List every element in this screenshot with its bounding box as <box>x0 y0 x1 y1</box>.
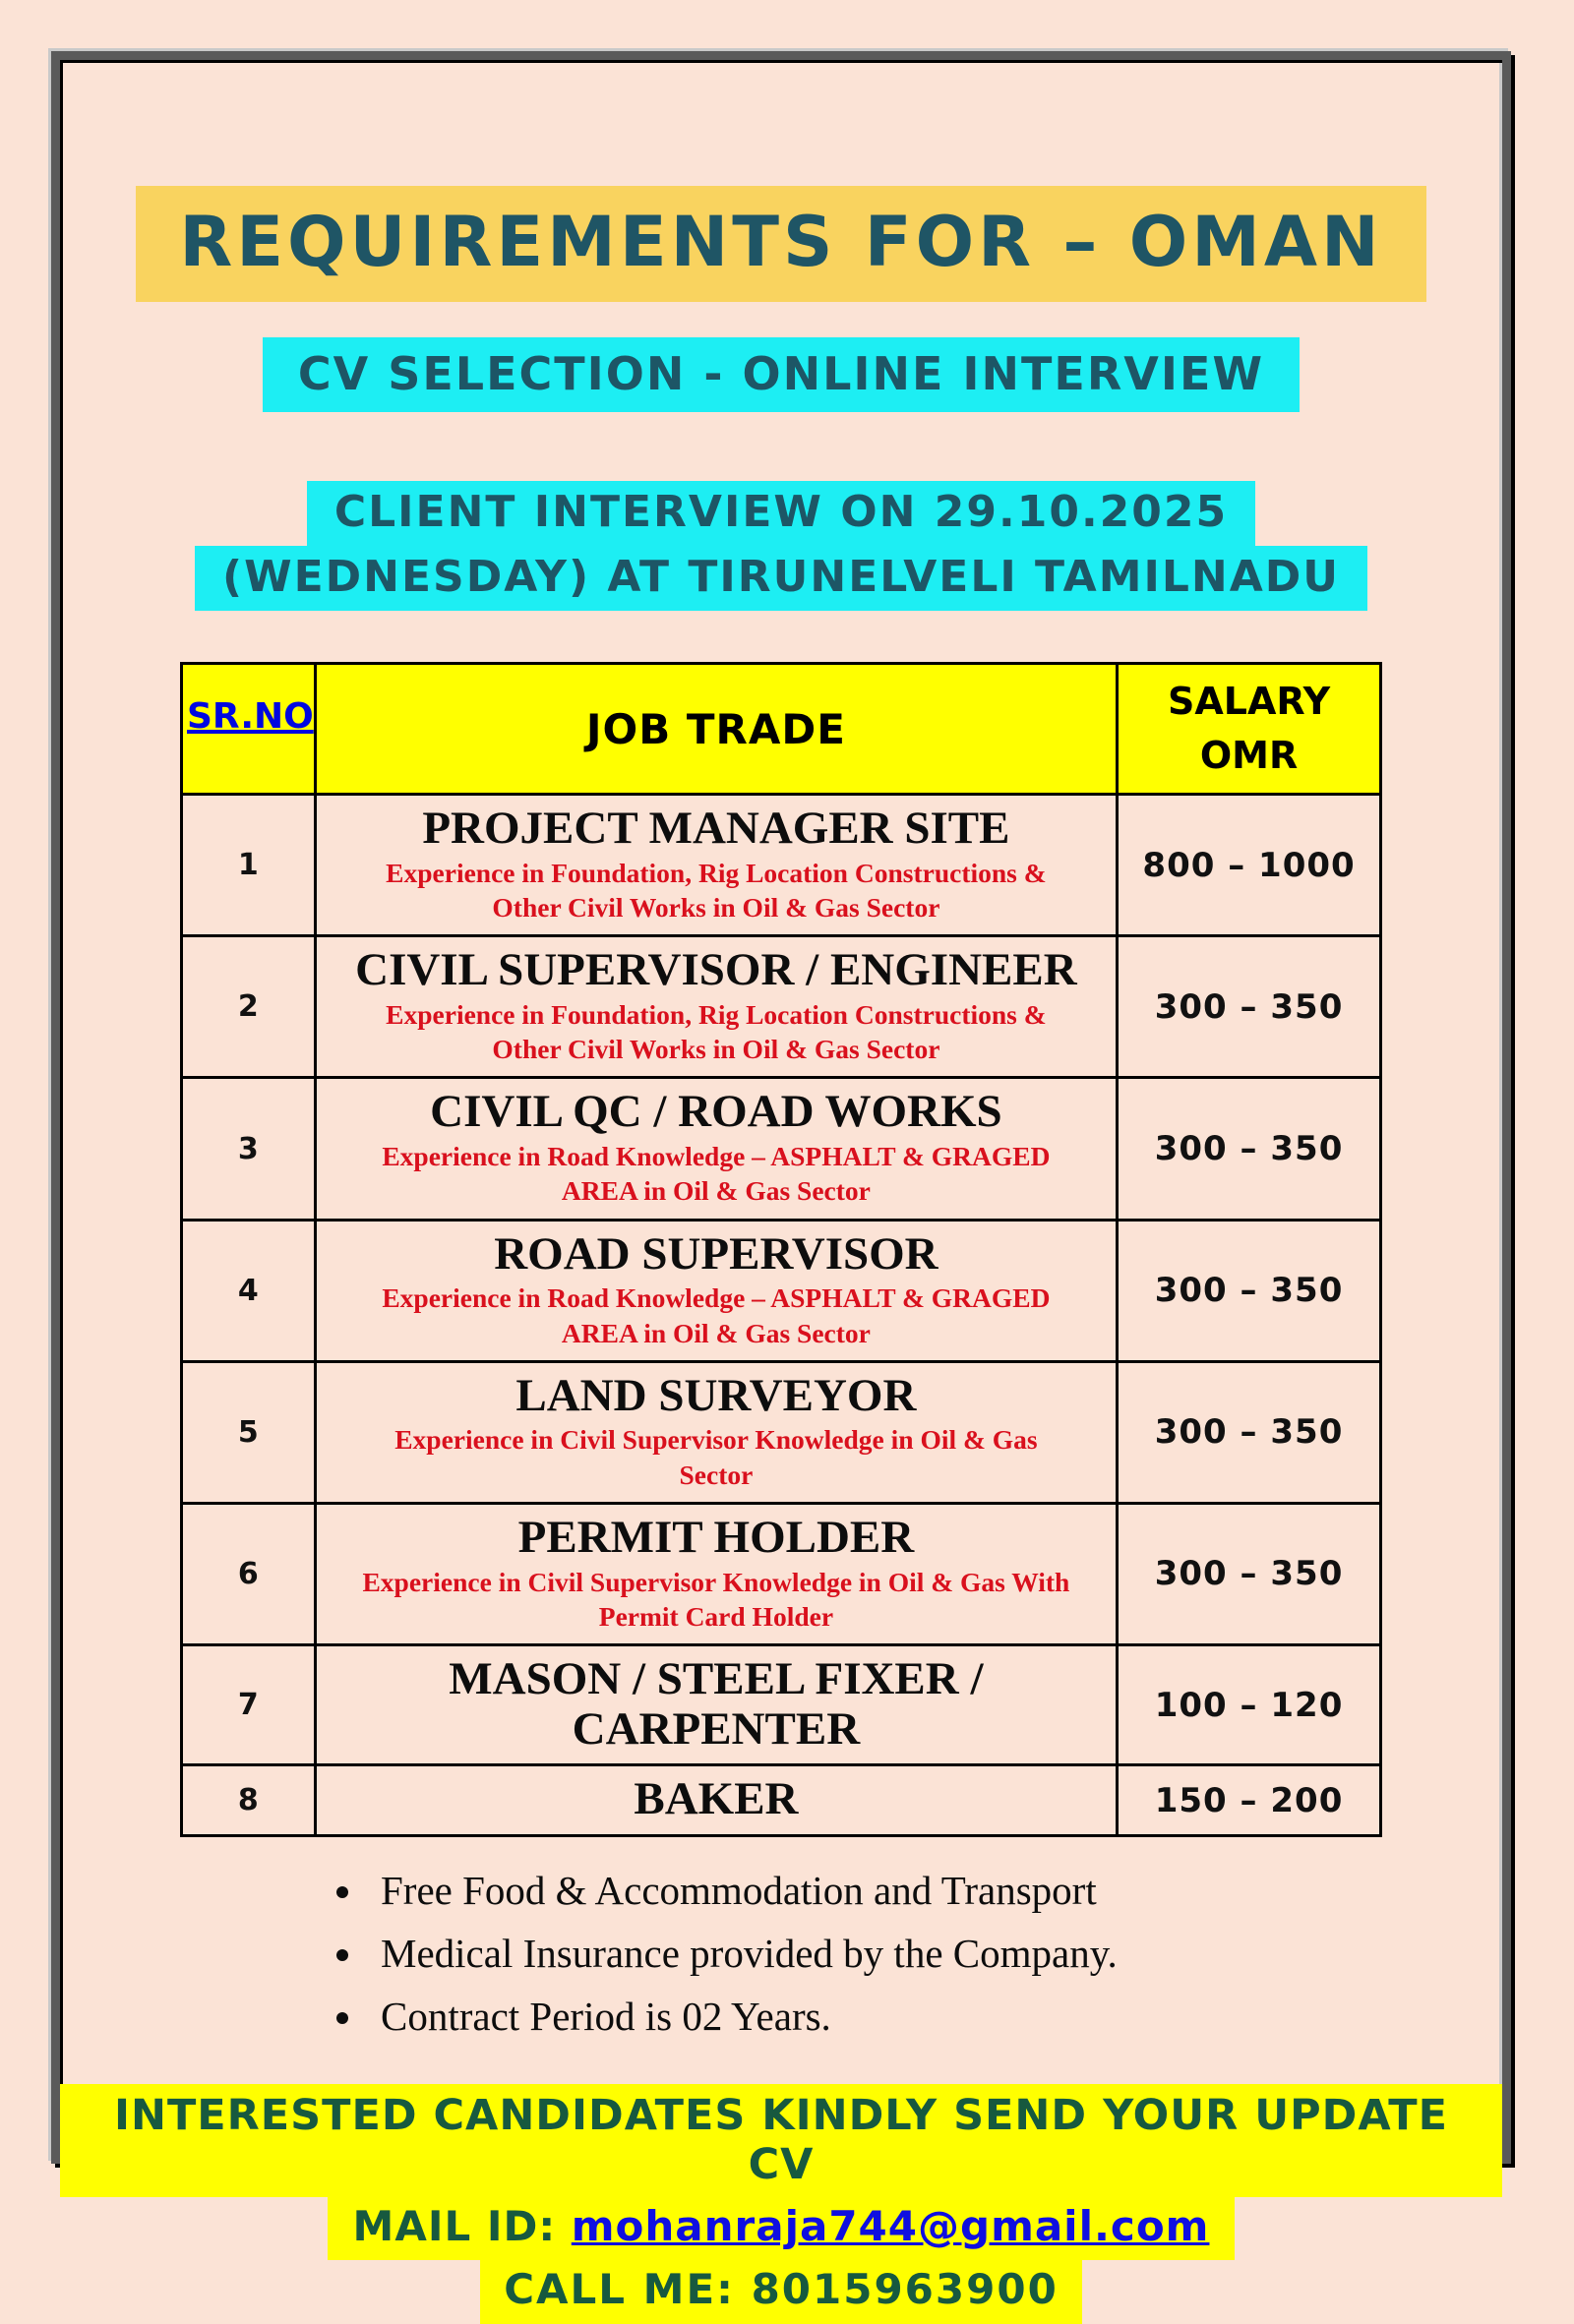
row-srno: 4 <box>182 1220 316 1361</box>
row-srno: 5 <box>182 1361 316 1503</box>
mail-row <box>60 2197 1502 2260</box>
poster-frame <box>51 51 1511 2314</box>
row-jobtrade <box>315 795 1117 936</box>
row-jobtrade <box>315 936 1117 1078</box>
row-jobtrade <box>315 1361 1117 1503</box>
row-salary: 800 – 1000 <box>1118 795 1381 936</box>
job-desc: Experience in Road Knowledge – ASPHALT & GRAGED AREA in Oil & Gas Sector <box>382 1141 1051 1207</box>
job-title: PERMIT HOLDER <box>517 1511 915 1563</box>
benefit-item: • Free Food & Accommodation and Transport <box>367 1871 1502 1911</box>
job-title: ROAD SUPERVISOR <box>494 1227 938 1280</box>
table-row <box>182 1644 1381 1765</box>
poster-subtitle: CV SELECTION - ONLINE INTERVIEW <box>263 337 1300 412</box>
row-srno: 2 <box>182 936 316 1078</box>
header-cell-salary <box>1118 664 1381 795</box>
jobs-table-header <box>182 664 1381 795</box>
job-desc: Experience in Foundation, Rig Location Constructions & Other Civil Works in Oil & Gas Sector <box>386 999 1047 1065</box>
title-row <box>60 186 1502 302</box>
header-cell-srno <box>182 664 316 795</box>
row-salary: 300 – 350 <box>1118 1361 1381 1503</box>
table-row <box>182 1765 1381 1836</box>
job-desc: Experience in Road Knowledge – ASPHALT & GRAGED AREA in Oil & Gas Sector <box>382 1282 1051 1348</box>
cta-text: INTERESTED CANDIDATES KINDLY SEND YOUR UPDATE CV <box>60 2084 1502 2197</box>
row-srno: 7 <box>182 1644 316 1765</box>
table-row <box>182 936 1381 1078</box>
benefit-item: • Medical Insurance provided by the Company. <box>367 1934 1502 1974</box>
srno-header-label: SR.NO <box>187 695 314 737</box>
row-jobtrade <box>315 1220 1117 1361</box>
footer-contact <box>60 2084 1502 2323</box>
table-row <box>182 1361 1381 1503</box>
row-salary: 300 – 350 <box>1118 936 1381 1078</box>
row-jobtrade <box>315 1503 1117 1644</box>
cta-row <box>60 2084 1502 2197</box>
job-title: LAND SURVEYOR <box>515 1369 917 1421</box>
table-row <box>182 1503 1381 1644</box>
row-jobtrade <box>315 1765 1117 1836</box>
mail-label: MAIL ID: <box>352 2202 557 2251</box>
row-srno: 3 <box>182 1078 316 1220</box>
row-jobtrade <box>315 1078 1117 1220</box>
job-title: CIVIL QC / ROAD WORKS <box>430 1086 1002 1138</box>
table-row <box>182 1078 1381 1220</box>
interview-line-1-row <box>60 481 1502 546</box>
jobs-table <box>180 662 1382 1837</box>
benefit-item: • Contract Period is 02 Years. <box>367 1996 1502 2037</box>
interview-location-line: (WEDNESDAY) AT TIRUNELVELI TAMILNADU <box>195 546 1367 611</box>
job-desc: Experience in Civil Supervisor Knowledge in Oil & Gas Sector <box>394 1424 1038 1490</box>
call-text: CALL ME: 8015963900 <box>480 2260 1082 2323</box>
interview-date-line: CLIENT INTERVIEW ON 29.10.2025 <box>307 481 1255 546</box>
job-desc: Experience in Civil Supervisor Knowledge in Oil & Gas With Permit Card Holder <box>362 1566 1070 1632</box>
benefits-list <box>60 1868 1502 2040</box>
salary-header-line1: SALARY <box>1167 680 1331 723</box>
poster-title: REQUIREMENTS FOR – OMAN <box>136 186 1425 302</box>
row-srno: 1 <box>182 795 316 936</box>
job-title: BAKER <box>634 1773 799 1825</box>
row-jobtrade <box>315 1644 1117 1765</box>
interview-line-2-row <box>60 546 1502 611</box>
mail-highlight <box>328 2197 1236 2260</box>
row-salary: 300 – 350 <box>1118 1503 1381 1644</box>
job-title: MASON / STEEL FIXER / CARPENTER <box>449 1652 984 1755</box>
table-row <box>182 1220 1381 1361</box>
job-title: PROJECT MANAGER SITE <box>422 803 1010 855</box>
row-salary: 300 – 350 <box>1118 1078 1381 1220</box>
row-srno: 6 <box>182 1503 316 1644</box>
row-salary: 300 – 350 <box>1118 1220 1381 1361</box>
subtitle-row <box>60 337 1502 412</box>
email-link[interactable]: mohanraja744@gmail.com <box>571 2202 1210 2251</box>
table-row <box>182 795 1381 936</box>
job-desc: Experience in Foundation, Rig Location Constructions & Other Civil Works in Oil & Gas Sector <box>386 857 1047 924</box>
jobs-table-body <box>182 795 1381 1836</box>
call-row <box>60 2260 1502 2323</box>
interview-info <box>60 481 1502 611</box>
job-title: CIVIL SUPERVISOR / ENGINEER <box>355 944 1077 996</box>
row-srno: 8 <box>182 1765 316 1836</box>
salary-header-line2: OMR <box>1199 734 1299 778</box>
row-salary: 150 – 200 <box>1118 1765 1381 1836</box>
row-salary: 100 – 120 <box>1118 1644 1381 1765</box>
header-cell-jobtrade: JOB TRADE <box>315 664 1117 795</box>
